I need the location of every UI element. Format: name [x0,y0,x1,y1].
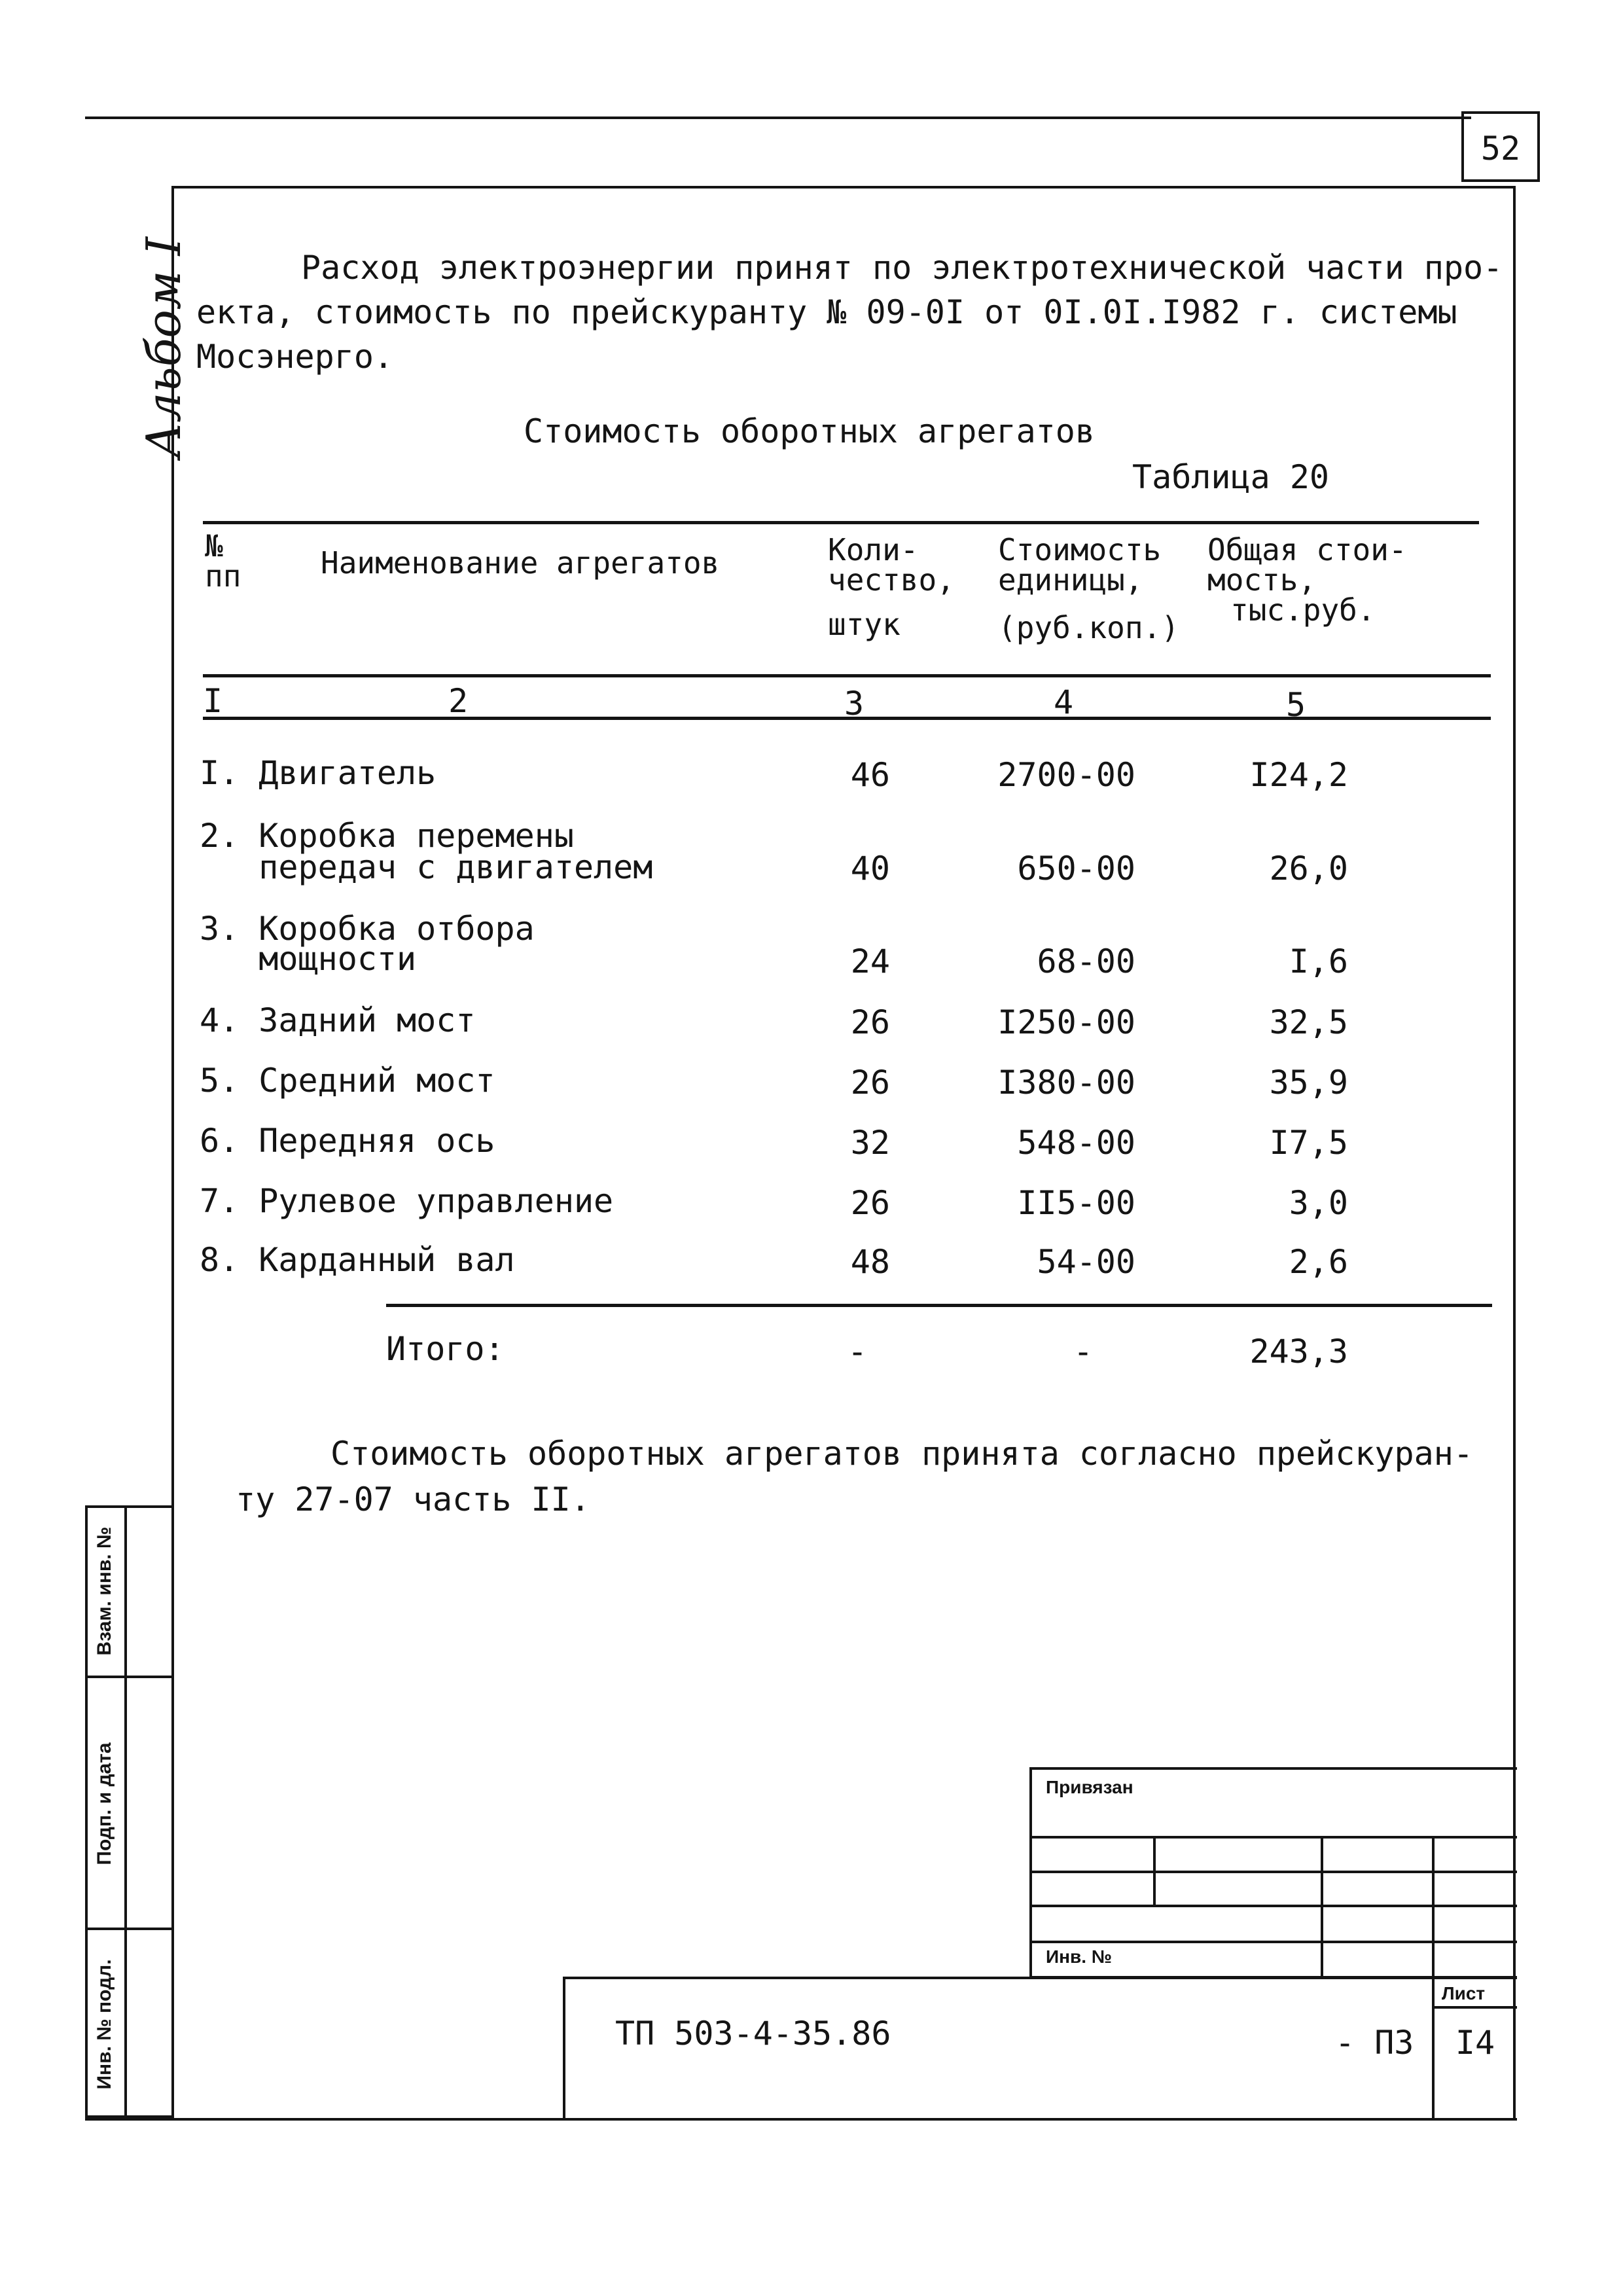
row-7-unit-cost: II5-00 [1017,1184,1135,1222]
table-rule-total [386,1304,1492,1307]
doc-code: ТП 503-4-35.86 [615,2015,891,2053]
row-5-qty: 26 [850,1064,890,1102]
row-4-qty: 26 [850,1003,890,1041]
total-qty: - [847,1333,868,1371]
row-2-total: 26,0 [1269,850,1348,888]
attached-col-1 [1153,1836,1156,1907]
header-col5-line3: тыс.руб. [1230,592,1376,628]
total-unit-cost: - [1073,1333,1094,1371]
attached-col-2 [1321,1836,1323,1979]
header-col4-line3: (руб.коп.) [998,610,1179,645]
side-stamp-label-2: Подп. и дата [94,1742,115,1865]
header-col5-line1: Общая стои- [1207,532,1407,567]
row-2-name-line-1: 2. Коробка перемены [200,817,574,855]
top-rule [85,117,1471,119]
row-3-name-line-1: 3. Коробка отбора [200,910,535,948]
table-rule-head [203,674,1491,677]
header-col3-line2: чество, [828,562,955,598]
row-6-total: I7,5 [1269,1124,1348,1162]
intro-line-2: екта, стоимость по прейскуранту № 09-0I от 0I.0I.I982 г. системы [196,293,1457,331]
row-1-name: I. Двигатель [200,754,437,792]
colnum-1: I [203,682,223,720]
side-stamp-divider-2 [85,1928,171,1930]
attached-label: Привязан [1046,1777,1133,1797]
row-2-qty: 40 [850,850,890,888]
row-5-total: 35,9 [1269,1064,1348,1102]
row-1-total: I24,2 [1249,756,1348,794]
header-col2: Наименование агрегатов [321,545,720,581]
row-8-qty: 48 [850,1243,890,1281]
side-stamp-label-3: Инв. № подл. [94,1959,115,2090]
row-3-qty: 24 [850,942,890,980]
row-7-total: 3,0 [1289,1184,1348,1222]
row-6-qty: 32 [850,1124,890,1162]
frame-left [171,186,174,2120]
frame-top [172,186,1515,188]
inv-label: Инв. № [1046,1946,1113,1967]
sheet-label: Лист [1442,1983,1486,2003]
header-col5-line2: мость, [1207,562,1317,598]
colnum-3: 3 [844,685,865,723]
header-col4-line2: единицы, [998,562,1143,598]
row-2-name-line-2: передач с двигателем [200,848,653,886]
table-number: Таблица 20 [1132,458,1330,496]
colnum-4: 4 [1053,683,1074,721]
doc-section: - ПЗ [1335,2024,1414,2062]
row-8-name: 8. Карданный вал [200,1241,515,1279]
row-5-unit-cost: I380-00 [997,1064,1135,1102]
table-title: Стоимость оборотных агрегатов [524,412,1095,450]
table-rule-top [203,521,1479,524]
attached-rule-1 [1029,1836,1517,1839]
row-8-total: 2,6 [1289,1243,1348,1281]
header-col1-line2: пп [205,558,241,594]
closing-line-1: Стоимость оборотных агрегатов принята согласно прейскуран- [330,1435,1473,1473]
header-col1-line1: № [205,528,223,564]
row-7-qty: 26 [850,1184,890,1222]
header-col3-line3: штук [828,607,901,642]
row-4-unit-cost: I250-00 [997,1003,1135,1041]
row-3-unit-cost: 68-00 [1037,942,1135,980]
side-stamp-divider-vertical [124,1505,127,2118]
row-2-unit-cost: 650-00 [1017,850,1135,888]
attached-rule-2 [1029,1871,1517,1873]
sheet-label-rule [1432,2006,1517,2009]
colnum-5: 5 [1285,686,1306,724]
total-label: Итого: [386,1330,505,1368]
colnum-2: 2 [448,682,469,720]
intro-line-3: Мосэнерго. [196,338,394,376]
attached-rule-4 [1029,1941,1517,1943]
row-8-unit-cost: 54-00 [1037,1243,1135,1281]
page-number: 52 [1480,130,1521,168]
row-6-unit-cost: 548-00 [1017,1124,1135,1162]
intro-line-1: Расход электроэнергии принят по электротехнической части про- [301,249,1503,287]
album-note: Альбом I [136,237,191,458]
row-3-total: I,6 [1289,942,1348,980]
row-5-name: 5. Средний мост [200,1062,495,1100]
row-4-name: 4. Задний мост [200,1001,476,1039]
header-col4-line1: Стоимость [998,532,1162,567]
side-stamp-label-1: Взам. инв. № [94,1526,115,1656]
row-1-unit-cost: 2700-00 [997,756,1135,794]
frame-bottom [85,2118,1517,2121]
row-3-name-line-2: мощности [200,940,417,978]
total-sum: 243,3 [1249,1333,1348,1371]
row-1-qty: 46 [850,756,890,794]
row-7-name: 7. Рулевое управление [200,1182,614,1220]
row-6-name: 6. Передняя ось [200,1122,495,1160]
closing-line-2: ту 27-07 часть II. [236,1480,590,1518]
row-4-total: 32,5 [1269,1003,1348,1041]
attached-rule-3 [1029,1905,1517,1907]
header-col3-line1: Коли- [828,532,919,567]
sheet-number: I4 [1455,2024,1495,2062]
